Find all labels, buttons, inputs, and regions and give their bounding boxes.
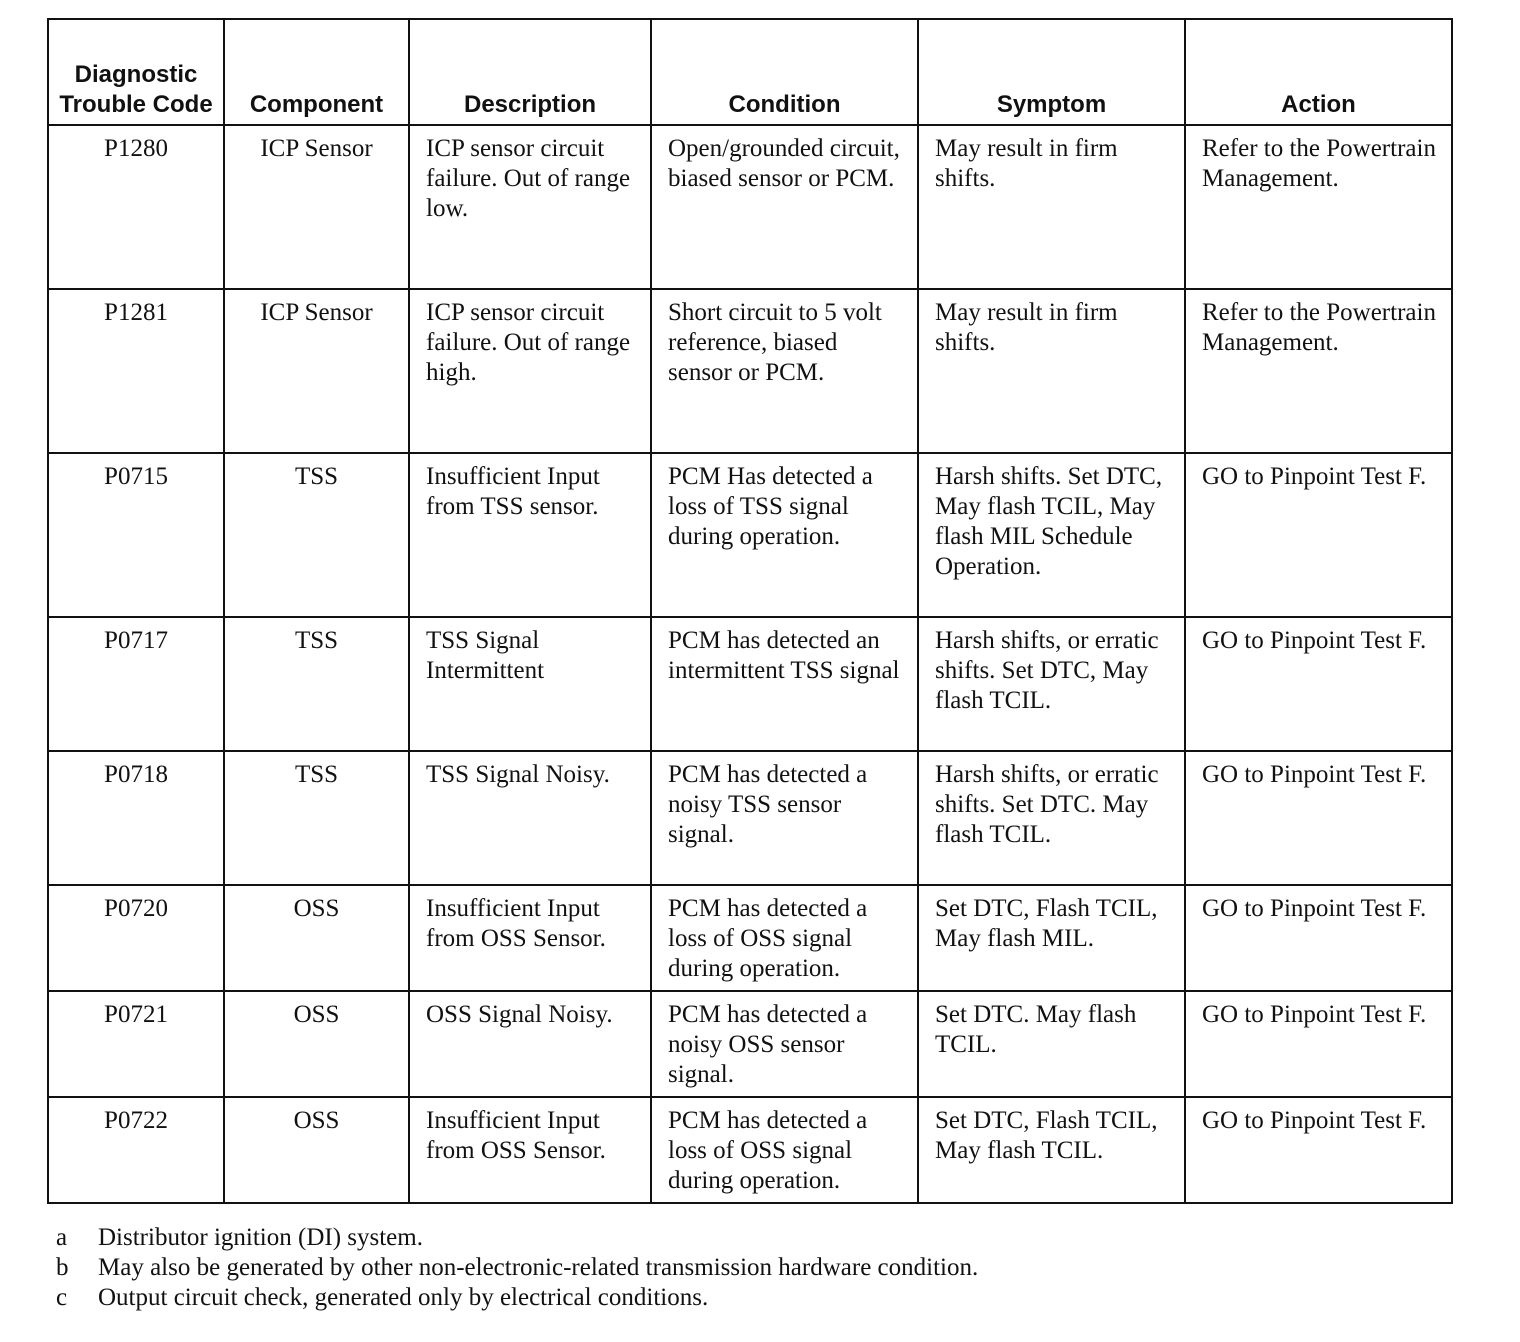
cell-symptom: Harsh shifts. Set DTC, May flash TCIL, May flash MIL Schedule Operation.	[918, 453, 1185, 617]
footnote-key: a	[56, 1224, 68, 1251]
cell-component: ICP Sensor	[224, 125, 409, 289]
cell-action: GO to Pinpoint Test F.	[1185, 453, 1452, 617]
footnote-text: May also be generated by other non-electronic-related transmission hardware condition.	[98, 1254, 979, 1281]
cell-component: TSS	[224, 617, 409, 751]
table-row	[48, 751, 1452, 885]
cell-description: Insufficient Input from OSS Sensor.	[409, 1097, 651, 1203]
cell-action: GO to Pinpoint Test F.	[1185, 885, 1452, 991]
cell-description: Insufficient Input from TSS sensor.	[409, 453, 651, 617]
cell-condition: Short circuit to 5 volt reference, biased sensor or PCM.	[651, 289, 918, 453]
table-row	[48, 1097, 1452, 1203]
table-row	[48, 125, 1452, 289]
header-row	[48, 19, 1452, 125]
cell-description: OSS Signal Noisy.	[409, 991, 651, 1097]
cell-condition: PCM Has detected a loss of TSS signal during operation.	[651, 453, 918, 617]
cell-condition: PCM has detected an intermittent TSS signal	[651, 617, 918, 751]
cell-action: GO to Pinpoint Test F.	[1185, 751, 1452, 885]
footnote-c	[56, 1283, 978, 1313]
cell-component: TSS	[224, 751, 409, 885]
header-dtc: Diagnostic Trouble Code	[48, 19, 224, 125]
header-description: Description	[409, 19, 651, 125]
cell-description: ICP sensor circuit failure. Out of range high.	[409, 289, 651, 453]
footnote-b	[56, 1253, 978, 1283]
cell-dtc: P0717	[48, 617, 224, 751]
cell-dtc: P0722	[48, 1097, 224, 1203]
cell-action: GO to Pinpoint Test F.	[1185, 991, 1452, 1097]
cell-condition: PCM has detected a loss of OSS signal during operation.	[651, 885, 918, 991]
cell-component: TSS	[224, 453, 409, 617]
header-condition: Condition	[651, 19, 918, 125]
cell-dtc: P1281	[48, 289, 224, 453]
footnote-text: Output circuit check, generated only by electrical conditions.	[98, 1284, 709, 1311]
cell-description: TSS Signal Noisy.	[409, 751, 651, 885]
table-row	[48, 289, 1452, 453]
footnote-text: Distributor ignition (DI) system.	[98, 1224, 423, 1251]
header-symptom: Symptom	[918, 19, 1185, 125]
cell-component: OSS	[224, 1097, 409, 1203]
footnote-a	[56, 1223, 978, 1253]
cell-action: GO to Pinpoint Test F.	[1185, 617, 1452, 751]
cell-condition: PCM has detected a loss of OSS signal during operation.	[651, 1097, 918, 1203]
cell-symptom: Harsh shifts, or erratic shifts. Set DTC. May flash TCIL.	[918, 751, 1185, 885]
cell-symptom: Set DTC, Flash TCIL, May flash TCIL.	[918, 1097, 1185, 1203]
footnote-key: c	[56, 1284, 68, 1311]
table-row	[48, 885, 1452, 991]
table-row	[48, 991, 1452, 1097]
header-action: Action	[1185, 19, 1452, 125]
cell-dtc: P1280	[48, 125, 224, 289]
footnote-key: b	[56, 1254, 69, 1281]
header-component: Component	[224, 19, 409, 125]
cell-condition: PCM has detected a noisy OSS sensor signal.	[651, 991, 918, 1097]
dtc-table	[47, 18, 1453, 1204]
cell-description: TSS Signal Intermittent	[409, 617, 651, 751]
cell-description: ICP sensor circuit failure. Out of range low.	[409, 125, 651, 289]
cell-action: Refer to the Powertrain Management.	[1185, 125, 1452, 289]
cell-symptom: Harsh shifts, or erratic shifts. Set DTC, May flash TCIL.	[918, 617, 1185, 751]
cell-action: GO to Pinpoint Test F.	[1185, 1097, 1452, 1203]
cell-component: OSS	[224, 991, 409, 1097]
cell-dtc: P0715	[48, 453, 224, 617]
cell-symptom: Set DTC, Flash TCIL, May flash MIL.	[918, 885, 1185, 991]
cell-condition: Open/grounded circuit, biased sensor or PCM.	[651, 125, 918, 289]
cell-dtc: P0720	[48, 885, 224, 991]
cell-condition: PCM has detected a noisy TSS sensor signal.	[651, 751, 918, 885]
table-row	[48, 453, 1452, 617]
cell-description: Insufficient Input from OSS Sensor.	[409, 885, 651, 991]
cell-symptom: May result in firm shifts.	[918, 125, 1185, 289]
footnotes	[56, 1223, 978, 1313]
cell-dtc: P0718	[48, 751, 224, 885]
cell-symptom: Set DTC. May flash TCIL.	[918, 991, 1185, 1097]
cell-component: ICP Sensor	[224, 289, 409, 453]
cell-dtc: P0721	[48, 991, 224, 1097]
cell-component: OSS	[224, 885, 409, 991]
table-row	[48, 617, 1452, 751]
cell-action: Refer to the Powertrain Management.	[1185, 289, 1452, 453]
cell-symptom: May result in firm shifts.	[918, 289, 1185, 453]
